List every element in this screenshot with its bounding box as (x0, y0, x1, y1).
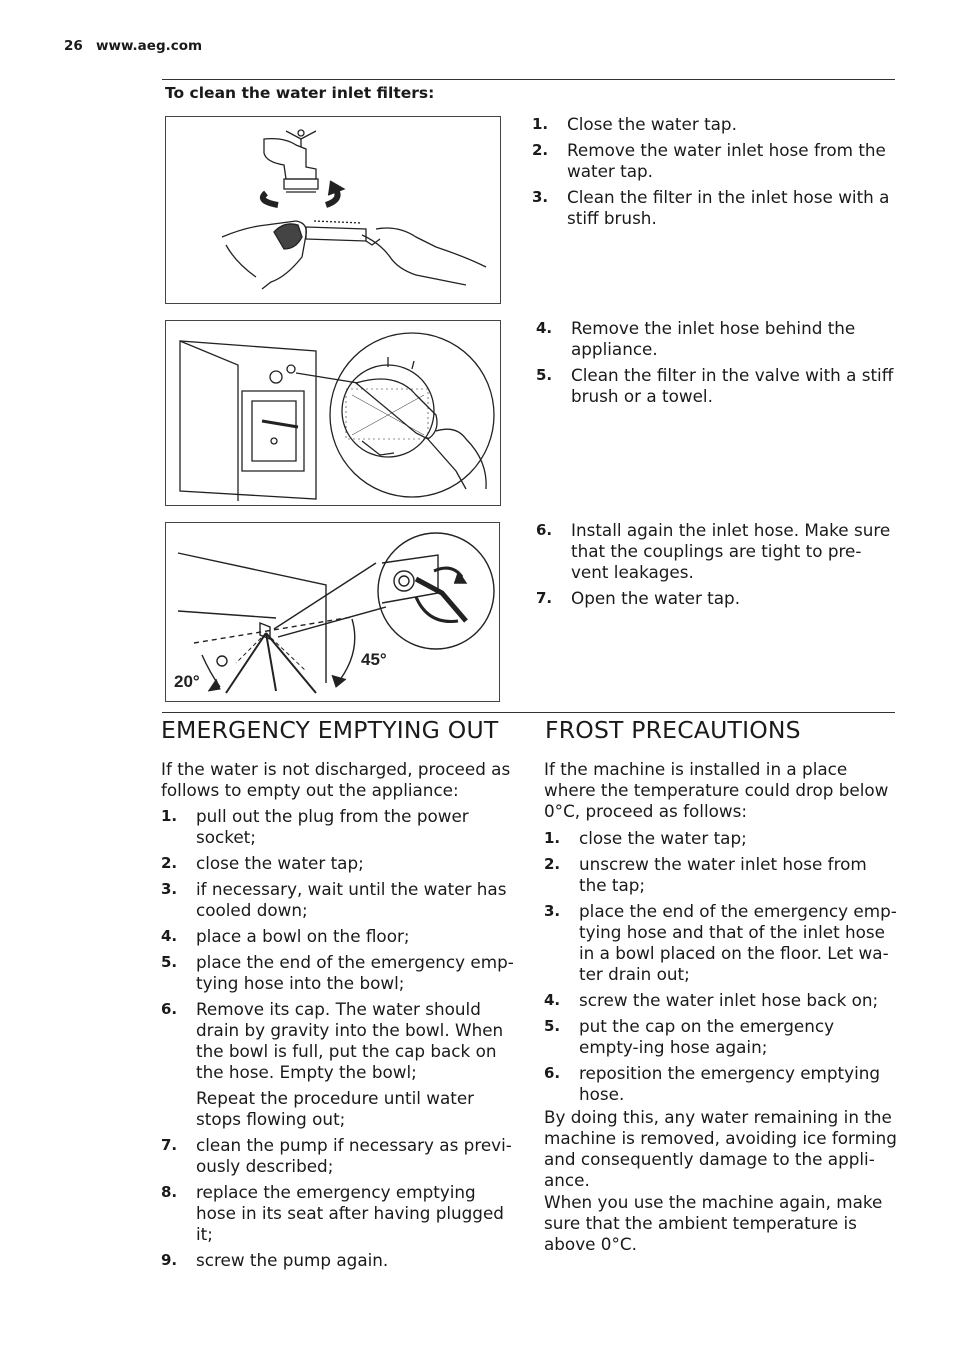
step-text: close the water tap; (196, 853, 364, 873)
step-number: 1. (544, 829, 561, 847)
step-text: unscrew the water inlet hose from the tap; (579, 854, 867, 895)
figure-tap-cleaning (165, 116, 501, 304)
step-text: reposition the emergency emptying hose. (579, 1063, 881, 1104)
step-text: Open the water tap. (571, 588, 741, 608)
list-item (532, 187, 897, 229)
step-text: close the water tap; (579, 828, 747, 848)
step-number: 7. (161, 1136, 178, 1154)
step-text: Clean the filter in the inlet hose with a stiff brush. (567, 187, 890, 228)
step-text: replace the emergency emptying hose in its seat after having plugged it; (196, 1182, 504, 1244)
frost-outro-1: By doing this, any water remaining in the machine is removed, avoiding ice forming and consequently damage to the appli-ance. (544, 1107, 897, 1190)
step-text: pull out the plug from the power socket; (196, 806, 469, 847)
angle-label-20: 20° (174, 672, 200, 691)
step-number: 5. (161, 953, 178, 971)
step-text: if necessary, wait until the water has cooled down; (196, 879, 507, 920)
list-item (161, 1135, 516, 1177)
list-item (161, 806, 516, 848)
step-text: screw the pump again. (196, 1250, 389, 1270)
list-item (544, 1016, 897, 1058)
list-item (161, 879, 516, 921)
step-text: clean the pump if necessary as previ-ously described; (196, 1135, 512, 1176)
step-number: 2. (532, 141, 549, 159)
step-number: 9. (161, 1251, 178, 1269)
filter-steps-2 (536, 318, 897, 412)
figure-valve-cleaning (165, 320, 501, 506)
site-url: www.aeg.com (96, 38, 203, 54)
list-item (536, 365, 897, 407)
step-number: 5. (544, 1017, 561, 1035)
list-item (544, 854, 897, 896)
step-number: 4. (161, 927, 178, 945)
list-item (196, 1088, 516, 1130)
step-number: 5. (536, 366, 553, 384)
filter-steps-1 (532, 114, 897, 234)
step-text: Remove the water inlet hose from the water tap. (567, 140, 886, 181)
step-number: 4. (544, 991, 561, 1009)
filters-heading: To clean the water inlet filters: (165, 84, 435, 102)
step-number: 4. (536, 319, 553, 337)
step-number: 6. (544, 1064, 561, 1082)
emergency-heading: EMERGENCY EMPTYING OUT (161, 716, 499, 744)
frost-steps (544, 828, 897, 1105)
frost-outro-2: When you use the machine again, make sure that the ambient temperature is above 0°C. (544, 1192, 883, 1254)
list-item (161, 1250, 516, 1271)
step-text: place the end of the emergency emp-tying hose and that of the inlet hose in a bowl placed on the floor. Let wa-ter drain out; (579, 901, 897, 984)
step-text: Install again the inlet hose. Make sure that the couplings are tight to pre-vent leakages. (571, 520, 891, 582)
step-text: Clean the filter in the valve with a stiff brush or a towel. (571, 365, 894, 406)
list-item (161, 952, 516, 994)
step-number: 8. (161, 1183, 178, 1201)
angle-label-45: 45° (361, 650, 387, 669)
figure-hose-install (165, 522, 500, 702)
step-number: 6. (536, 521, 553, 539)
step-text: screw the water inlet hose back on; (579, 990, 879, 1010)
list-item (161, 853, 516, 874)
list-item (544, 990, 897, 1011)
list-item (536, 520, 897, 583)
emergency-steps (161, 806, 516, 1276)
section-rule (162, 712, 895, 713)
step-text: put the cap on the emergency empty-ing hose again; (579, 1016, 835, 1057)
frost-intro: If the machine is installed in a place where the temperature could drop below 0°C, proceed as follows: (544, 759, 889, 821)
step-number: 3. (544, 902, 561, 920)
frost-heading: FROST PRECAUTIONS (545, 716, 801, 744)
step-number: 3. (532, 188, 549, 206)
list-item (161, 999, 516, 1083)
page-number: 26 (64, 38, 83, 54)
emergency-intro: If the water is not discharged, proceed as follows to empty out the appliance: (161, 759, 511, 800)
list-item (536, 318, 897, 360)
step-number: 1. (161, 807, 178, 825)
list-item (532, 114, 897, 135)
filter-steps-3 (536, 520, 897, 614)
step-number: 2. (544, 855, 561, 873)
header-rule (162, 79, 895, 80)
step-text: place a bowl on the floor; (196, 926, 410, 946)
step-number: 1. (532, 115, 549, 133)
list-item (161, 926, 516, 947)
step-text: Remove the inlet hose behind the appliance. (571, 318, 856, 359)
step-text: Remove its cap. The water should drain by gravity into the bowl. When the bowl is full, put the cap back on the hose. Empty the bowl; (196, 999, 504, 1082)
step-text: Close the water tap. (567, 114, 737, 134)
list-item (544, 1063, 897, 1105)
step-number: 3. (161, 880, 178, 898)
repeat-note: Repeat the procedure until water stops flowing out; (196, 1088, 475, 1129)
hose-angle-illustration (166, 523, 499, 701)
step-number: 6. (161, 1000, 178, 1018)
valve-filter-illustration (166, 321, 500, 505)
step-text: place the end of the emergency emp-tying hose into the bowl; (196, 952, 514, 993)
list-item (544, 901, 897, 985)
list-item (161, 1182, 516, 1245)
tap-brush-illustration (166, 117, 500, 303)
list-item (536, 588, 897, 609)
step-number: 2. (161, 854, 178, 872)
step-number: 7. (536, 589, 553, 607)
list-item (544, 828, 897, 849)
list-item (532, 140, 897, 182)
